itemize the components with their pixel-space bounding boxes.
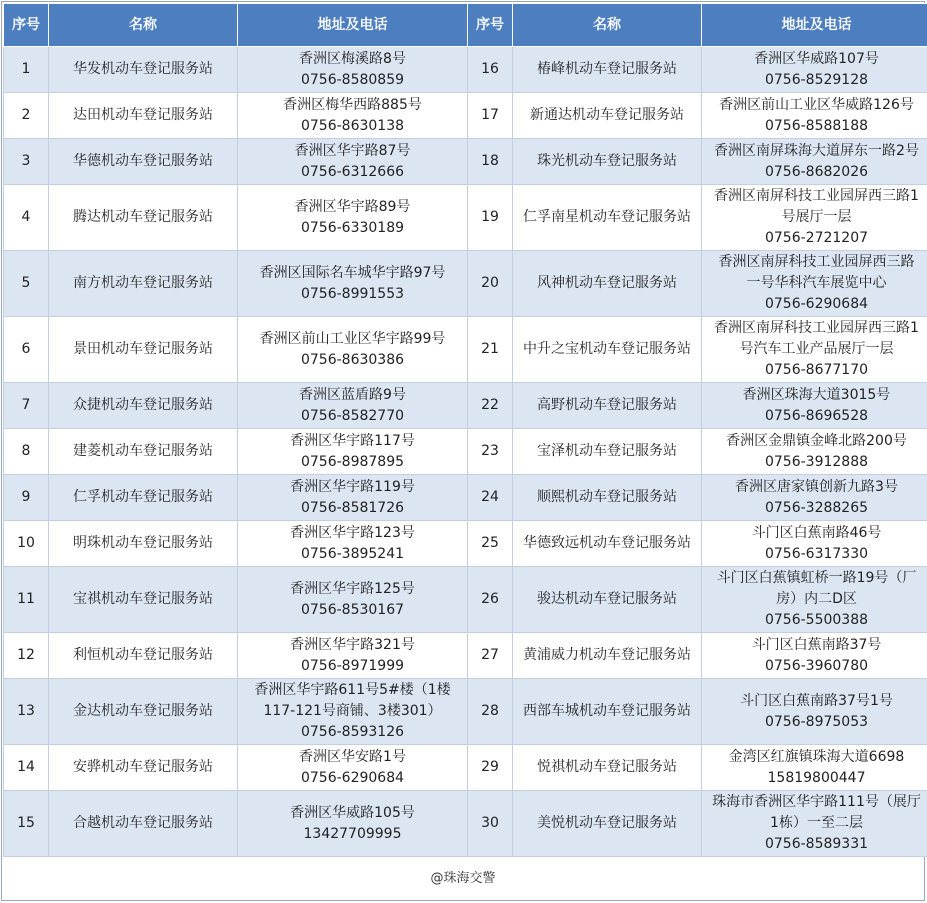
address-line: 斗门区白蕉南路37号1号 bbox=[740, 692, 893, 709]
address-line: 0756-8530167 bbox=[300, 601, 405, 618]
station-index: 16 bbox=[468, 47, 513, 93]
station-index: 30 bbox=[468, 791, 513, 857]
station-address-phone bbox=[238, 791, 468, 857]
station-name: 达田机动车登记服务站 bbox=[49, 93, 238, 139]
header-index-right: 序号 bbox=[468, 4, 513, 47]
address-line: 香洲区蓝盾路9号 bbox=[299, 386, 406, 403]
address-line: 13427709995 bbox=[303, 825, 402, 842]
station-index: 26 bbox=[468, 567, 513, 633]
footer-credit: @珠海交警 bbox=[430, 871, 496, 886]
stations-table bbox=[3, 3, 927, 857]
table-row bbox=[4, 745, 927, 791]
address-line: 香洲区国际名车城华宇路97号 bbox=[259, 264, 446, 281]
address-line: 香洲区华宇路125号 bbox=[290, 580, 415, 597]
station-name: 西部车城机动车登记服务站 bbox=[513, 679, 702, 745]
station-address-phone bbox=[238, 633, 468, 679]
station-address-phone bbox=[238, 185, 468, 251]
station-name: 风神机动车登记服务站 bbox=[513, 251, 702, 317]
address-line: 香洲区梅溪路8号 bbox=[299, 50, 406, 67]
station-name: 众捷机动车登记服务站 bbox=[49, 383, 238, 429]
address-line: 香洲区唐家镇创新九路3号 bbox=[735, 478, 898, 495]
address-line: 香洲区华宇路117号 bbox=[290, 432, 415, 449]
station-index: 22 bbox=[468, 383, 513, 429]
address-line: 0756-8581726 bbox=[300, 499, 405, 516]
station-address-phone bbox=[702, 475, 927, 521]
address-line: 香洲区华宇路89号 bbox=[294, 198, 411, 215]
address-line: 金湾区红旗镇珠海大道6698 bbox=[728, 748, 905, 765]
table-row bbox=[4, 791, 927, 857]
station-index: 20 bbox=[468, 251, 513, 317]
table-header-row bbox=[4, 4, 927, 47]
address-line: 香洲区南屏科技工业园屏西三路 bbox=[718, 254, 915, 270]
header-address-left: 地址及电话 bbox=[238, 4, 468, 47]
table-row bbox=[4, 185, 927, 251]
station-name: 华德致远机动车登记服务站 bbox=[513, 521, 702, 567]
table-row bbox=[4, 429, 927, 475]
station-name: 黄浦威力机动车登记服务站 bbox=[513, 633, 702, 679]
station-address-phone bbox=[238, 475, 468, 521]
station-index: 12 bbox=[4, 633, 49, 679]
station-address-phone bbox=[702, 139, 927, 185]
address-line: 0756-8588188 bbox=[764, 117, 869, 134]
address-line: 香洲区南屏珠海大道屏东一路2号 bbox=[714, 142, 919, 159]
station-address-phone bbox=[702, 429, 927, 475]
station-address-phone bbox=[238, 745, 468, 791]
address-line: 香洲区华威路105号 bbox=[290, 804, 415, 821]
address-line: 0756-8630386 bbox=[300, 351, 405, 368]
address-line: 0756-3895241 bbox=[300, 545, 405, 562]
address-line: 0756-8630138 bbox=[300, 117, 405, 134]
address-line: 15819800447 bbox=[767, 769, 866, 786]
address-line: 0756-6290684 bbox=[764, 296, 869, 312]
address-line: 香洲区华安路1号 bbox=[299, 748, 406, 765]
station-name: 椿峰机动车登记服务站 bbox=[513, 47, 702, 93]
address-line: 0756-8529128 bbox=[764, 71, 869, 88]
address-line: 香洲区华宇路87号 bbox=[294, 142, 411, 159]
station-address-phone bbox=[238, 521, 468, 567]
address-line: 0756-6330189 bbox=[300, 219, 405, 236]
station-name: 安骅机动车登记服务站 bbox=[49, 745, 238, 791]
station-index: 17 bbox=[468, 93, 513, 139]
station-name: 仁孚机动车登记服务站 bbox=[49, 475, 238, 521]
station-address-phone bbox=[238, 567, 468, 633]
address-line: 0756-6317330 bbox=[764, 545, 869, 562]
station-name: 建菱机动车登记服务站 bbox=[49, 429, 238, 475]
header-name-right: 名称 bbox=[513, 4, 702, 47]
station-address-phone bbox=[702, 93, 927, 139]
station-index: 3 bbox=[4, 139, 49, 185]
station-name: 金达机动车登记服务站 bbox=[49, 679, 238, 745]
station-index: 8 bbox=[4, 429, 49, 475]
address-line: 珠海市香洲区华宇路111号（展厅 bbox=[712, 794, 921, 810]
address-line: 一号华科汽车展览中心 bbox=[746, 275, 887, 291]
address-line: 斗门区白蕉南路46号 bbox=[751, 524, 882, 541]
address-line: 香洲区华宇路119号 bbox=[290, 478, 415, 495]
registration-stations-sheet bbox=[1, 1, 925, 901]
address-line: 香洲区华宇路611号5#楼（1楼 bbox=[254, 682, 451, 698]
station-name: 中升之宝机动车登记服务站 bbox=[513, 317, 702, 383]
station-address-phone bbox=[238, 93, 468, 139]
address-line: 0756-8987895 bbox=[300, 453, 405, 470]
table-row bbox=[4, 521, 927, 567]
station-index: 11 bbox=[4, 567, 49, 633]
address-line: 0756-8589331 bbox=[764, 836, 869, 852]
station-name: 顺熙机动车登记服务站 bbox=[513, 475, 702, 521]
table-row bbox=[4, 93, 927, 139]
station-name: 腾达机动车登记服务站 bbox=[49, 185, 238, 251]
address-line: 房）内二D区 bbox=[776, 591, 857, 607]
address-line: 0756-5500388 bbox=[764, 612, 869, 628]
station-index: 1 bbox=[4, 47, 49, 93]
address-line: 0756-8971999 bbox=[300, 657, 405, 674]
station-name: 明珠机动车登记服务站 bbox=[49, 521, 238, 567]
address-line: 香洲区南屏科技工业园屏西三路1 bbox=[714, 320, 919, 336]
station-index: 24 bbox=[468, 475, 513, 521]
station-name: 骏达机动车登记服务站 bbox=[513, 567, 702, 633]
station-address-phone bbox=[238, 47, 468, 93]
station-index: 19 bbox=[468, 185, 513, 251]
station-name: 宝泽机动车登记服务站 bbox=[513, 429, 702, 475]
table-row bbox=[4, 47, 927, 93]
station-index: 29 bbox=[468, 745, 513, 791]
address-line: 斗门区白蕉镇虹桥一路19号（厂 bbox=[716, 570, 917, 586]
address-line: 香洲区珠海大道3015号 bbox=[742, 386, 891, 403]
station-name: 利恒机动车登记服务站 bbox=[49, 633, 238, 679]
address-line: 0756-8682026 bbox=[764, 163, 869, 180]
station-index: 7 bbox=[4, 383, 49, 429]
station-name: 华德机动车登记服务站 bbox=[49, 139, 238, 185]
station-address-phone bbox=[238, 317, 468, 383]
table-row bbox=[4, 383, 927, 429]
station-name: 新通达机动车登记服务站 bbox=[513, 93, 702, 139]
station-address-phone bbox=[702, 521, 927, 567]
header-address-right: 地址及电话 bbox=[702, 4, 927, 47]
address-line: 0756-6312666 bbox=[300, 163, 405, 180]
station-address-phone bbox=[238, 429, 468, 475]
station-address-phone bbox=[702, 47, 927, 93]
table-body bbox=[4, 47, 927, 857]
station-address-phone bbox=[238, 383, 468, 429]
address-line: 0756-8593126 bbox=[300, 724, 405, 740]
address-line: 0756-3960780 bbox=[764, 657, 869, 674]
station-address-phone bbox=[702, 567, 927, 633]
station-name: 仁孚南星机动车登记服务站 bbox=[513, 185, 702, 251]
address-line: 0756-8582770 bbox=[300, 407, 405, 424]
table-row bbox=[4, 679, 927, 745]
address-line: 0756-8991553 bbox=[300, 285, 405, 302]
station-address-phone bbox=[702, 745, 927, 791]
station-name: 南方机动车登记服务站 bbox=[49, 251, 238, 317]
address-line: 香洲区前山工业区华威路126号 bbox=[719, 96, 914, 113]
station-name: 合越机动车登记服务站 bbox=[49, 791, 238, 857]
station-index: 2 bbox=[4, 93, 49, 139]
station-index: 23 bbox=[468, 429, 513, 475]
address-line: 0756-3288265 bbox=[764, 499, 869, 516]
header-name-left: 名称 bbox=[49, 4, 238, 47]
station-address-phone bbox=[702, 791, 927, 857]
address-line: 117-121号商铺、3楼301） bbox=[263, 703, 442, 719]
station-address-phone bbox=[702, 185, 927, 251]
station-index: 27 bbox=[468, 633, 513, 679]
station-index: 10 bbox=[4, 521, 49, 567]
address-line: 香洲区华宇路321号 bbox=[290, 636, 415, 653]
station-address-phone bbox=[238, 251, 468, 317]
station-name: 美悦机动车登记服务站 bbox=[513, 791, 702, 857]
station-address-phone bbox=[238, 139, 468, 185]
station-index: 18 bbox=[468, 139, 513, 185]
address-line: 0756-8696528 bbox=[764, 407, 869, 424]
address-line: 0756-8975053 bbox=[764, 713, 869, 730]
station-name: 华发机动车登记服务站 bbox=[49, 47, 238, 93]
station-address-phone bbox=[702, 679, 927, 745]
address-line: 0756-8677170 bbox=[764, 362, 869, 378]
address-line: 香洲区前山工业区华宇路99号 bbox=[259, 330, 446, 347]
address-line: 香洲区南屏科技工业园屏西三路1 bbox=[714, 188, 919, 204]
station-name: 高野机动车登记服务站 bbox=[513, 383, 702, 429]
address-line: 斗门区白蕉南路37号 bbox=[751, 636, 882, 653]
station-index: 13 bbox=[4, 679, 49, 745]
address-line: 香洲区金鼎镇金峰北路200号 bbox=[726, 432, 907, 449]
table-row bbox=[4, 633, 927, 679]
station-index: 21 bbox=[468, 317, 513, 383]
station-name: 景田机动车登记服务站 bbox=[49, 317, 238, 383]
station-name: 宝祺机动车登记服务站 bbox=[49, 567, 238, 633]
header-index-left: 序号 bbox=[4, 4, 49, 47]
station-address-phone bbox=[238, 679, 468, 745]
station-index: 5 bbox=[4, 251, 49, 317]
station-index: 14 bbox=[4, 745, 49, 791]
address-line: 香洲区梅华西路885号 bbox=[283, 96, 422, 113]
station-address-phone bbox=[702, 251, 927, 317]
address-line: 号汽车工业产品展厅一层 bbox=[739, 341, 894, 357]
address-line: 0756-8580859 bbox=[300, 71, 405, 88]
station-index: 6 bbox=[4, 317, 49, 383]
address-line: 0756-3912888 bbox=[764, 453, 869, 470]
address-line: 香洲区华威路107号 bbox=[754, 50, 879, 67]
address-line: 香洲区华宇路123号 bbox=[290, 524, 415, 541]
station-address-phone bbox=[702, 633, 927, 679]
address-line: 1栋）一至二层 bbox=[770, 815, 863, 831]
table-row bbox=[4, 567, 927, 633]
table-row bbox=[4, 475, 927, 521]
station-address-phone bbox=[702, 383, 927, 429]
address-line: 0756-6290684 bbox=[300, 769, 405, 786]
station-index: 9 bbox=[4, 475, 49, 521]
station-index: 15 bbox=[4, 791, 49, 857]
station-name: 悦祺机动车登记服务站 bbox=[513, 745, 702, 791]
address-line: 号展厅一层 bbox=[781, 209, 852, 225]
table-row bbox=[4, 251, 927, 317]
station-index: 28 bbox=[468, 679, 513, 745]
station-name: 珠光机动车登记服务站 bbox=[513, 139, 702, 185]
station-index: 4 bbox=[4, 185, 49, 251]
station-index: 25 bbox=[468, 521, 513, 567]
address-line: 0756-2721207 bbox=[764, 230, 869, 246]
table-row bbox=[4, 317, 927, 383]
table-row bbox=[4, 139, 927, 185]
station-address-phone bbox=[702, 317, 927, 383]
